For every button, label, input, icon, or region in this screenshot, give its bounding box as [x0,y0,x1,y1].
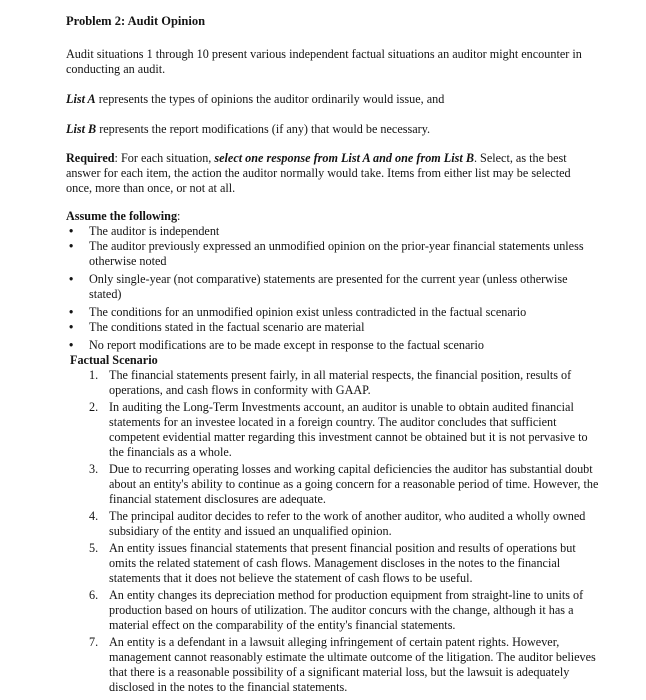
scenario-item [89,368,601,398]
assume-heading-colon: : [177,209,181,223]
factual-scenario-heading: Factual Scenario [70,353,158,367]
scenario-text: The principal auditor decides to refer to the work of another auditor, who audited a wholly owned subsidiary of the entity and issued an unqualified opinion. [109,509,586,538]
bullet-icon: • [69,272,74,286]
list-item: • The conditions stated in the factual scenario are material [69,320,365,334]
scenario-number: 5. [89,541,99,555]
assume-heading [66,209,180,224]
bullet-icon: • [69,305,74,319]
scenario-item [89,462,601,507]
scenario-item [89,541,601,586]
factual-scenario-list [89,368,601,697]
scenario-item [89,635,601,695]
list-a-label: List A [66,92,96,106]
scenario-item [89,588,601,633]
scenario-item [89,400,601,460]
bullet-icon: • [69,320,74,334]
required-emphasis: select one response from List A and one from List B [214,151,474,165]
scenario-text: An entity is a defendant in a lawsuit alleging infringement of certain patent rights. However, management cannot reasonably estimate the ultimate outcome of the litigation. The auditor believes that there is a reasonable possibility of a significant material loss, but the lawsuit is adequately disclosed in the notes to the financial statements. [109,635,596,694]
scenario-text: The financial statements present fairly, in all material respects, the financial position, results of operations, and cash flows in conformity with GAAP. [109,368,572,397]
required-paragraph [66,151,586,196]
list-item: • The conditions for an unmodified opinion exist unless contradicted in the factual scenario [69,305,527,319]
scenario-number: 6. [89,588,99,602]
required-colon: : For each situation, [114,151,215,165]
required-label: Required [66,151,115,165]
scenario-number: 2. [89,400,99,414]
bullet-icon: • [69,338,74,352]
problem-title: Problem 2: Audit Opinion [66,14,206,28]
assumption-list [66,224,586,353]
list-item: • Only single-year (not comparative) statements are presented for the current year (unless otherwise stated) [69,272,568,301]
list-b-paragraph [66,122,606,137]
scenario-number: 4. [89,509,99,523]
scenario-text: An entity issues financial statements that present financial position and results of operations but omits the related statement of cash flows. Management discloses in the notes to the financial statements that it does not believe the statement of cash flows to be useful. [109,541,576,585]
bullet-icon: • [69,239,74,253]
scenario-text: In auditing the Long-Term Investments account, an auditor is unable to obtain audited financial statements for an investee located in a foreign country. The auditor concludes that sufficient competent evidential matter regarding this investment cannot be obtained but it is not pervasive to the financials as a whole. [109,400,588,459]
list-item: • The auditor is independent [69,224,220,238]
intro-paragraph: Audit situations 1 through 10 present various independent factual situations an auditor might encounter in conducting an audit. [66,47,582,76]
assume-heading-text: Assume the following [66,209,178,223]
list-b-label: List B [66,122,97,136]
scenario-text: Due to recurring operating losses and working capital deficiencies the auditor has substantial doubt about an entity's ability to continue as a going concern for a reasonable period of time. However, the financial statement disclosures are adequate. [109,462,599,506]
bullet-icon: • [69,224,74,238]
scenario-item [89,509,601,539]
scenario-number: 1. [89,368,99,382]
list-item: • The auditor previously expressed an unmodified opinion on the prior-year financial statements unless otherwise noted [69,239,584,268]
list-a-paragraph [66,92,606,107]
required-rest: . Select, as the best answer for each item, the action the auditor normally would take. Items from either list may be selected once, more than once, or not at all. [66,151,571,195]
list-a-text: represents the types of opinions the auditor ordinarily would issue, and [95,92,445,106]
list-b-text: represents the report modifications (if any) that would be necessary. [96,122,431,136]
list-item: • No report modifications are to be made except in response to the factual scenario [69,338,484,352]
scenario-number: 3. [89,462,99,476]
scenario-number: 7. [89,635,99,649]
scenario-text: An entity changes its depreciation method for production equipment from straight-line to units of production based on hours of utilization. The auditor concurs with the change, although it has a material effect on the comparability of the entity's financial statements. [109,588,584,632]
